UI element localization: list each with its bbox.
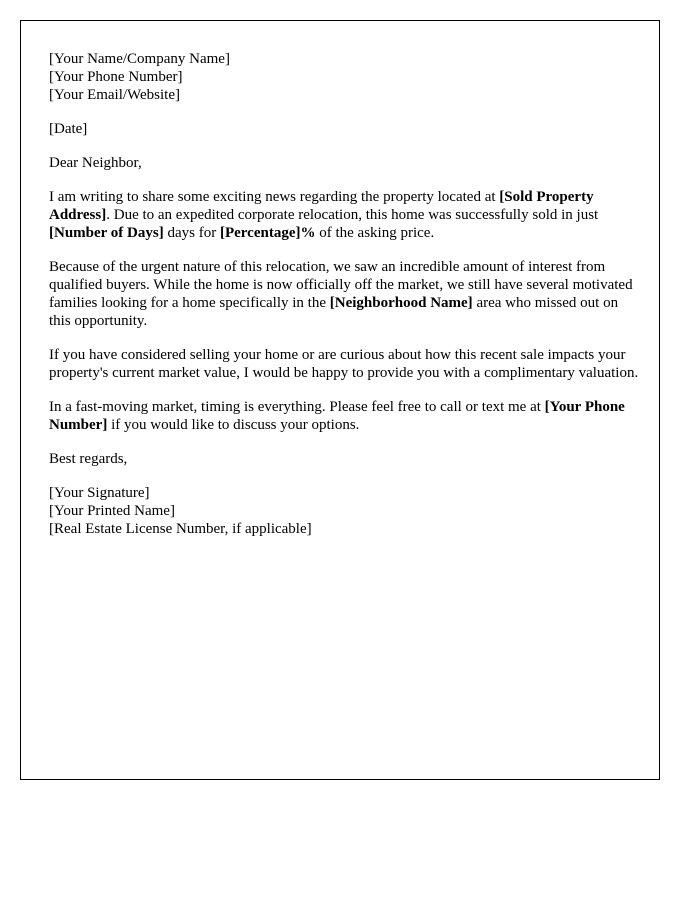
letter-page — [20, 20, 660, 780]
p1-text-4: of the asking price. — [315, 225, 435, 241]
signature-block — [49, 484, 639, 538]
printed-name: [Your Printed Name] — [49, 503, 175, 519]
closing: Best regards, — [49, 451, 128, 467]
p1-text-1: I am writing to share some exciting news regarding the property located at — [49, 189, 500, 205]
license-number: [Real Estate License Number, if applicable] — [49, 521, 312, 537]
paragraph-sale-news — [49, 188, 639, 242]
p1-text-2: . Due to an expedited corporate relocation, this home was successfully sold in just — [106, 207, 599, 223]
paragraph-valuation-offer: If you have considered selling your home or are curious about how this recent sale impacts your property's current market value, I would be happy to provide you with a complimentary valuation. — [49, 347, 639, 381]
paragraph-buyer-interest — [49, 258, 639, 330]
p1-text-3: days for — [163, 225, 220, 241]
sender-block — [49, 50, 639, 104]
paragraph-call-to-action — [49, 398, 639, 434]
sender-phone: [Your Phone Number] — [49, 69, 183, 85]
neighborhood-name-placeholder: [Neighborhood Name] — [329, 295, 473, 311]
phone-number-placeholder: [Your Phone Number] — [49, 399, 625, 433]
signature-line: [Your Signature] — [49, 485, 150, 501]
sender-email: [Your Email/Website] — [49, 87, 181, 103]
salutation: Dear Neighbor, — [49, 155, 142, 171]
p2-text-2: area who missed out on this opportunity. — [49, 295, 619, 329]
number-of-days-placeholder: [Number of Days] — [49, 225, 164, 241]
sold-property-address-placeholder: [Sold Property Address] — [49, 189, 594, 223]
p4-text-2: if you would like to discuss your options. — [107, 417, 360, 433]
percentage-placeholder: [Percentage]% — [219, 225, 316, 241]
letter-body — [49, 50, 639, 554]
letter-date: [Date] — [49, 121, 88, 137]
sender-name: [Your Name/Company Name] — [49, 51, 230, 67]
p4-text-1: In a fast-moving market, timing is everything. Please feel free to call or text me at — [49, 399, 545, 415]
p2-text-1: Because of the urgent nature of this relocation, we saw an incredible amount of interest from qualified buyers. While the home is now officially off the market, we still have several motivated families looking for a home specifically in the — [49, 259, 633, 311]
